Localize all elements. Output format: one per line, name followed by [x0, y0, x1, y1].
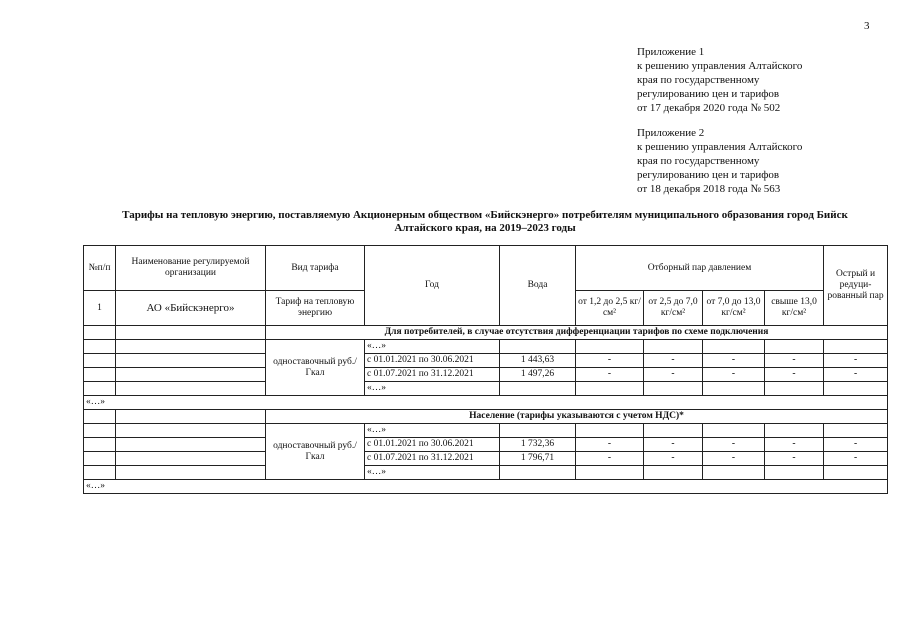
header-org: Наименование регулируемой организации — [116, 246, 266, 291]
sharp-steam-cell: - — [824, 354, 888, 368]
appendix-1-line: Приложение 1 — [637, 46, 705, 58]
header-steam: Отборный пар давлением — [576, 246, 824, 291]
appendix-2-line: края по государственному — [637, 155, 760, 167]
steam-cell: - — [644, 354, 703, 368]
appendix-1-line: от 17 декабря 2020 года № 502 — [637, 102, 781, 114]
water-cell: 1 796,71 — [500, 452, 576, 466]
header-year: Год — [365, 246, 500, 326]
header-steam-col: свыше 13,0 кг/см² — [765, 291, 824, 326]
header-steam-col: от 2,5 до 7,0 кг/см² — [644, 291, 703, 326]
ellipsis: «…» — [365, 424, 500, 438]
steam-cell: - — [576, 452, 644, 466]
steam-cell: - — [576, 354, 644, 368]
header-steam-col: от 7,0 до 13,0 кг/см² — [703, 291, 765, 326]
table-row — [84, 340, 888, 354]
water-cell: 1 443,63 — [500, 354, 576, 368]
section-title: Население (тарифы указываются с учетом НДС)* — [266, 410, 888, 424]
org-num: 1 — [84, 291, 116, 326]
sharp-steam-cell: - — [824, 452, 888, 466]
header-row — [84, 246, 888, 291]
appendix-1-line: к решению управления Алтайского — [637, 60, 803, 72]
table-row — [84, 438, 888, 452]
steam-cell: - — [765, 354, 824, 368]
appendix-2-line: от 18 декабря 2018 года № 563 — [637, 183, 781, 195]
sharp-steam-cell: - — [824, 368, 888, 382]
page-number: 3 — [864, 20, 870, 32]
period-cell: с 01.01.2021 по 30.06.2021 — [365, 354, 500, 368]
section-title-row — [84, 326, 888, 340]
header-num: №п/п — [84, 246, 116, 291]
appendix-2-line: Приложение 2 — [637, 127, 705, 139]
document-title-line: Алтайского края, на 2019–2023 годы — [394, 222, 576, 234]
steam-cell: - — [576, 368, 644, 382]
steam-cell: - — [644, 368, 703, 382]
steam-cell: - — [644, 438, 703, 452]
table-row — [84, 424, 888, 438]
period-cell: с 01.07.2021 по 31.12.2021 — [365, 368, 500, 382]
table-row — [84, 466, 888, 480]
steam-cell: - — [703, 452, 765, 466]
steam-cell: - — [576, 438, 644, 452]
appendix-1-line: регулированию цен и тарифов — [637, 88, 780, 100]
period-cell: с 01.01.2021 по 30.06.2021 — [365, 438, 500, 452]
steam-cell: - — [765, 438, 824, 452]
header-steam-col: от 1,2 до 2,5 кг/см² — [576, 291, 644, 326]
tariff-type-cell: одноставочный руб./Гкал — [266, 340, 365, 396]
tariff-type-cell: одноставочный руб./Гкал — [266, 424, 365, 480]
steam-cell: - — [703, 368, 765, 382]
sharp-steam-cell: - — [824, 438, 888, 452]
appendix-2-line: к решению управления Алтайского — [637, 141, 803, 153]
table-row — [84, 382, 888, 396]
ellipsis: «…» — [365, 340, 500, 354]
ellipsis: «…» — [365, 466, 500, 480]
ellipsis-row: «…» — [84, 396, 888, 410]
water-cell: 1 497,26 — [500, 368, 576, 382]
table-row — [84, 396, 888, 410]
appendix-2-line: регулированию цен и тарифов — [637, 169, 780, 181]
header-sharp-steam: Острый и редуци-рованный пар — [824, 246, 888, 326]
steam-cell: - — [703, 354, 765, 368]
document-title — [70, 209, 900, 235]
header-type: Вид тарифа — [266, 246, 365, 291]
ellipsis-row: «…» — [84, 480, 888, 494]
ellipsis: «…» — [365, 382, 500, 396]
section-title-row — [84, 410, 888, 424]
table-row — [84, 452, 888, 466]
table-row — [84, 354, 888, 368]
steam-cell: - — [644, 452, 703, 466]
org-tariff-type: Тариф на тепловую энергию — [266, 291, 365, 326]
table-row — [84, 480, 888, 494]
header-water: Вода — [500, 246, 576, 326]
org-name: АО «Бийскэнерго» — [116, 291, 266, 326]
period-cell: с 01.07.2021 по 31.12.2021 — [365, 452, 500, 466]
appendix-1-line: края по государственному — [637, 74, 760, 86]
tariff-table — [83, 245, 888, 494]
appendix-2 — [637, 126, 802, 196]
table-row — [84, 368, 888, 382]
steam-cell: - — [765, 368, 824, 382]
section-title: Для потребителей, в случае отсутствия дифференциации тарифов по схеме подключения — [266, 326, 888, 340]
steam-cell: - — [765, 452, 824, 466]
document-title-line: Тарифы на тепловую энергию, поставляемую Акционерным обществом «Бийскэнерго» потребителям муниципального образования город Бийск — [122, 209, 848, 221]
appendix-1 — [637, 45, 802, 115]
water-cell: 1 732,36 — [500, 438, 576, 452]
steam-cell: - — [703, 438, 765, 452]
